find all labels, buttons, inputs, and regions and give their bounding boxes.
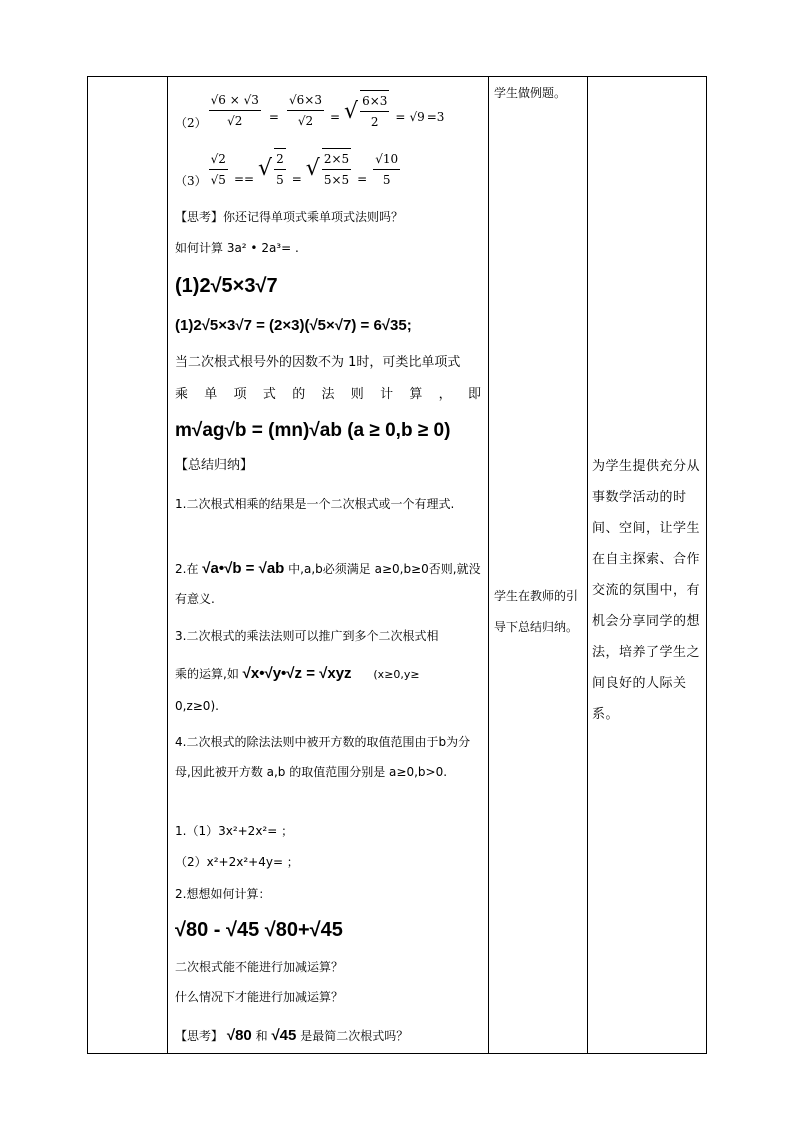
- table-divider-3: [587, 76, 588, 1054]
- student-activity-summary: 学生在教师的引导下总结归纳。: [494, 589, 579, 634]
- table-border-left: [87, 76, 88, 1054]
- table-divider-1: [167, 76, 168, 1054]
- design-intent: 为学生提供充分从事数学活动的时间、空间，让学生在自主探索、合作交流的氛围中，有机会分享同学的想法，培养了学生之间良好的人际关系。: [592, 459, 701, 722]
- summary-point-2: 2.在 √a•√b = √ab 中,a,b必须满足 a≥0,b≥0否则,就没有意义.: [175, 560, 481, 606]
- calc-question: 如何计算 3a² • 2a³= .: [175, 241, 299, 255]
- example-2-label: （2）: [175, 116, 207, 130]
- fraction-3: $\frac{6\times 3}{2}$: [360, 90, 389, 132]
- note-line-b: 乘单项式的法则计算，即: [175, 387, 481, 402]
- example-product: (1)2√5×3√7: [175, 275, 278, 297]
- example-3-label: （3）: [175, 174, 207, 188]
- summary-point-3-a: 3.二次根式的乘法法则可以推广到多个二次根式相: [175, 629, 439, 643]
- table-border-top: [87, 76, 707, 77]
- fraction-6: $\frac{2\times 5}{5\times 5}$: [322, 148, 351, 190]
- fraction-4: $\frac{√2}{√5}$: [209, 149, 228, 190]
- table-divider-2: [488, 76, 489, 1054]
- student-activity-top: 学生做例题。: [494, 86, 567, 100]
- general-formula: m√ag√b = (mn)√ab (a ≥ 0,b ≥ 0): [175, 420, 451, 441]
- exercise-1: 1.（1）3x²+2x²= ；: [175, 824, 294, 838]
- fraction-1: $\frac{√6 \times √3}{√2}$: [209, 90, 261, 131]
- note-line-a: 当二次根式根号外的因数不为 1时，可类比单项式: [175, 355, 461, 370]
- example-3-line: （3） $\frac{√2}{√5}$ == √ $\frac{2}{5}$ = √ $\frac{2\times 5}{5\times 5}$ = $\frac{√10}{5}$: [175, 144, 481, 194]
- table-border-bottom: [87, 1053, 707, 1054]
- think-question-2: 【思考】 √80 和 √45 是最简二次根式吗？: [175, 1027, 409, 1044]
- summary-point-3-c: 0,z≥0).: [175, 699, 219, 713]
- summary-point-4: 4.二次根式的除法法则中被开方数的取值范围由于b为分母,因此被开方数 a,b 的取值范围分别是 a≥0,b>0.: [175, 735, 471, 779]
- question-when: 什么情况下才能进行加减运算？: [175, 990, 344, 1004]
- table-border-right: [706, 76, 707, 1054]
- summary-title: 【总结归纳】: [175, 458, 254, 473]
- summary-point-1: 1.二次根式相乘的结果是一个二次根式或一个有理式.: [175, 497, 455, 511]
- summary-point-3-b: 乘的运算,如 √x•√y•√z = √xyz (x≥0,y≥: [175, 665, 420, 682]
- exercise-2: （2）x²+2x²+4y= ；: [175, 855, 299, 869]
- exercise-3: 2.想想如何计算：: [175, 887, 271, 901]
- fraction-5: $\frac{2}{5}$: [274, 148, 286, 190]
- fraction-7: $\frac{√10}{5}$: [373, 149, 400, 190]
- fraction-2: $\frac{√6\times 3}{√2}$: [287, 90, 324, 131]
- summary-point-3-formula: √x•√y•√z = √xyz: [242, 665, 352, 682]
- example-product-solution: (1)2√5×3√7 = (2×3)(√5×√7) = 6√35;: [175, 317, 412, 334]
- roots-expression: √80 - √45 √80+√45: [175, 919, 343, 941]
- summary-point-2-formula: √a•√b = √ab: [202, 560, 285, 577]
- example-2-line: （2） $\frac{√6 \times √3}{√2}$ = $\frac{√6\times 3}{√2}$ = √ $\frac{6\times 3}{2}$ = √9 =3: [175, 84, 481, 136]
- question-add-sub: 二次根式能不能进行加减运算？: [175, 960, 344, 974]
- think-question-1: 【思考】你还记得单项式乘单项式法则吗？: [175, 210, 404, 224]
